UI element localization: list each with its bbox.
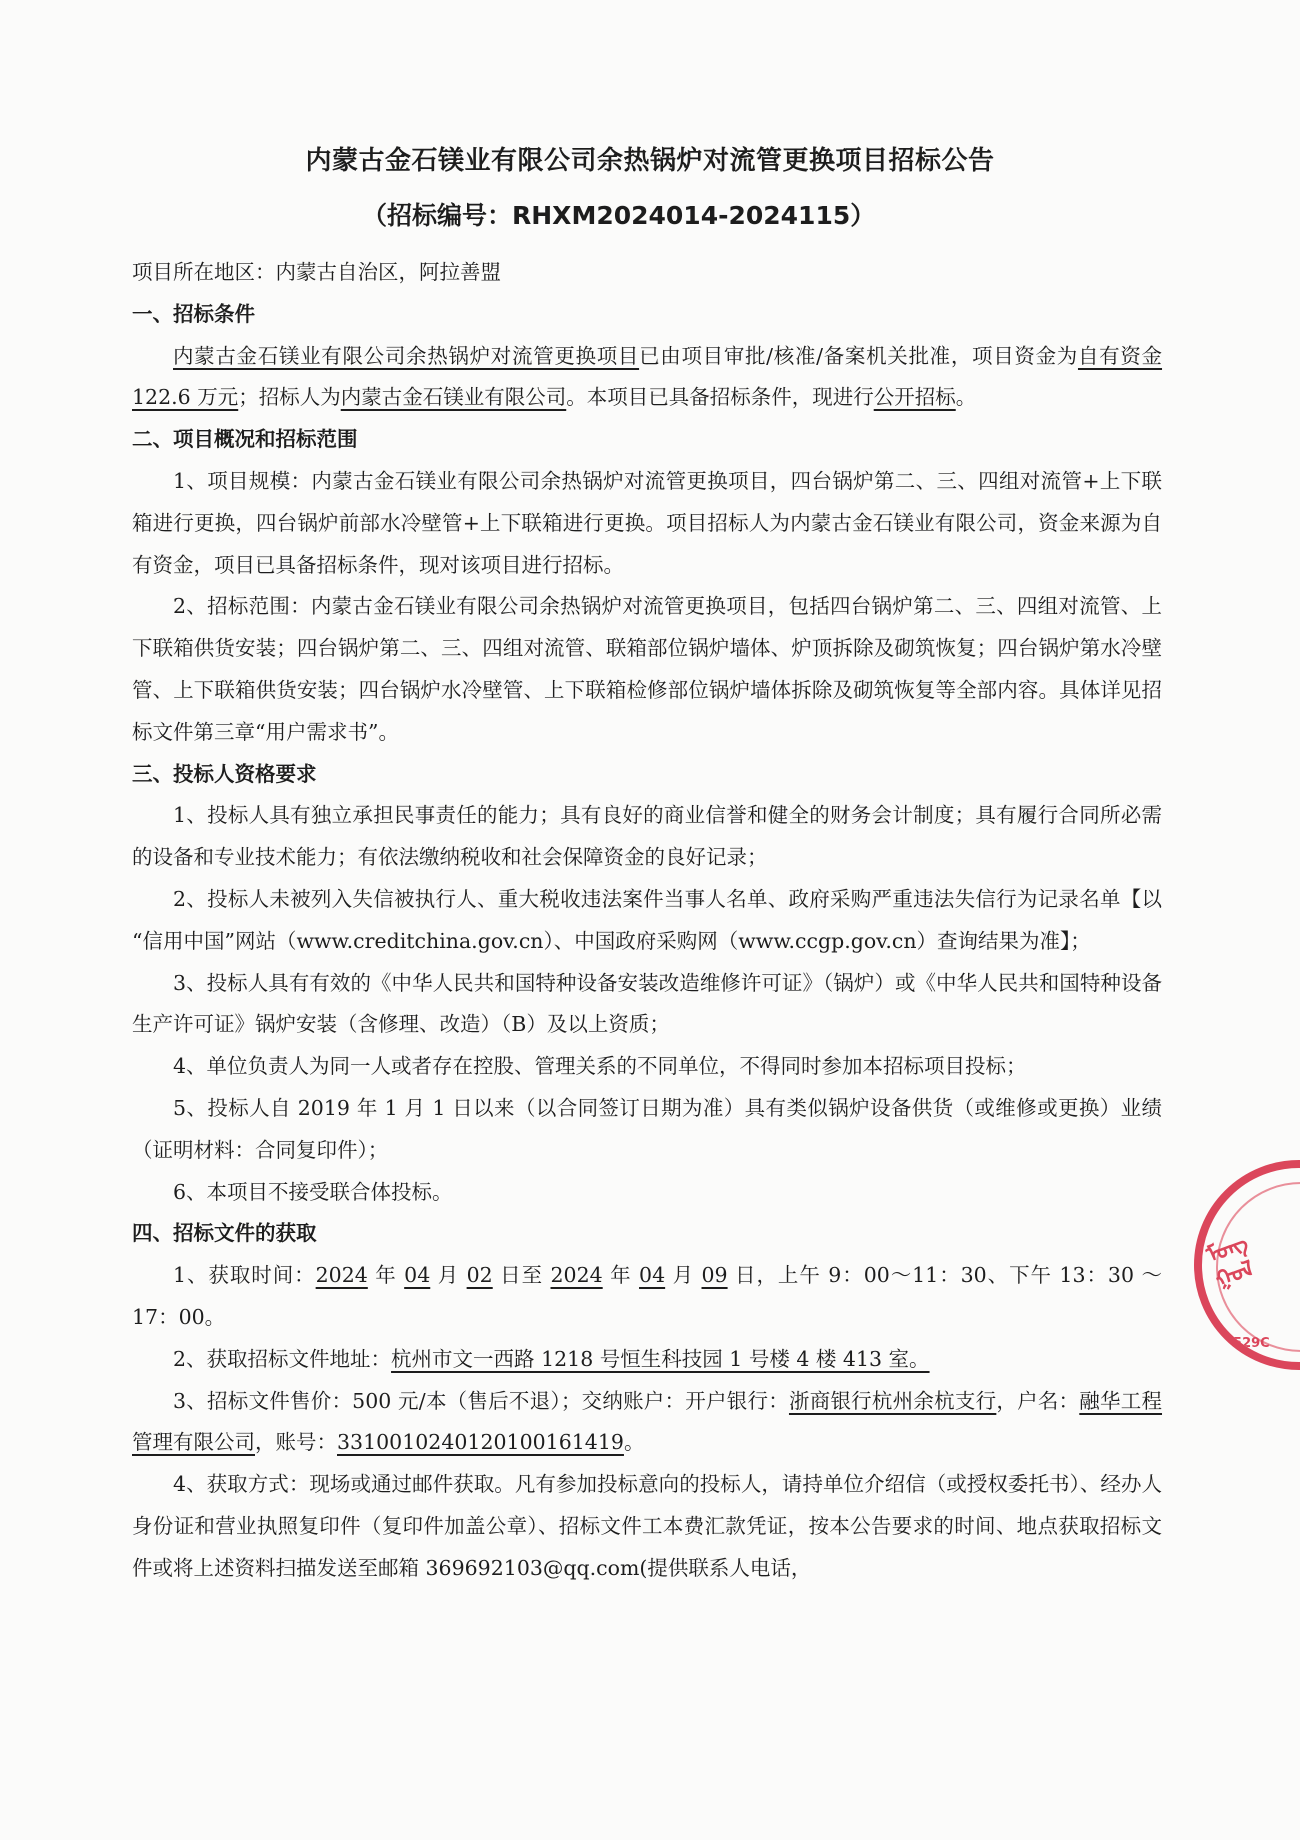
qualification-item-2: 2、投标人未被列入失信被执行人、重大税收违法案件当事人名单、政府采购严重违法失信行为记录名单【以 “信用中国”网站（www.creditchina.gov.cn）、中国政府采购网（www.ccgp.gov.cn）查询结果为准】； [132, 886, 1162, 953]
acquisition-address [132, 1339, 1162, 1381]
text-span: 。本项目已具备招标条件，现进行 [566, 385, 874, 410]
text-span: 年 [367, 1263, 405, 1288]
text-span: 2、获取招标文件地址： [173, 1346, 392, 1371]
underlined-year-end: 2024 [550, 1263, 603, 1288]
underlined-tenderer: 内蒙古金石镁业有限公司 [340, 385, 567, 410]
tender-number: （招标编号：RHXM2024014-2024115） [362, 201, 876, 230]
text-span: 。 [623, 1430, 645, 1455]
acquisition-method: 4、获取方式：现场或通过邮件获取。凡有参加投标意向的投标人，请持单位介绍信（或授权委托书）、经办人身份证和营业执照复印件（复印件加盖公章）、招标文件工本费汇款凭证，按本公告要求的时间、地点获取招标文件或将上述资料扫描发送至邮箱 369692103@qq.com(提供联系人电话， [132, 1472, 1162, 1580]
underlined-funding: 自有资金 122.6 万元 [132, 343, 1163, 410]
text-span: ；招标人为 [238, 385, 341, 410]
text-span: 月 [430, 1263, 467, 1288]
document-body [132, 252, 1162, 1590]
text-span: 3、招标文件售价：500 元/本（售后不退）；交纳账户：开户银行： [173, 1388, 789, 1413]
underlined-month-end: 04 [639, 1263, 666, 1288]
qualification-item-6: 6、本项目不接受联合体投标。 [173, 1179, 453, 1204]
qualification-item-1: 1、投标人具有独立承担民事责任的能力；具有良好的商业信誉和健全的财务会计制度；具有履行合同所必需的设备和专业技术能力；有依法缴纳税收和社会保障资金的良好记录； [132, 803, 1162, 870]
text-span: 。 [955, 385, 977, 410]
overview-paragraph-scope: 2、招标范围：内蒙古金石镁业有限公司余热锅炉对流管更换项目，包括四台锅炉第二、三、四组对流管、上下联箱供货安装；四台锅炉第二、三、四组对流管、联箱部位锅炉墙体、炉顶拆除及砌筑恢复；四台锅炉第水冷壁管、上下联箱供货安装；四台锅炉水冷壁管、上下联箱检修部位锅炉墙体拆除及砌筑恢复等全部内容。具体详见招标文件第三章“用户需求书”。 [132, 594, 1162, 744]
section-heading-acquisition: 四、招标文件的获取 [132, 1221, 317, 1246]
seal-number: 1529C [1224, 1336, 1270, 1351]
underlined-account-name: 融华工程管理有限公司 [132, 1388, 1163, 1455]
text-span: 已由项目审批/核准/备案机关批准，项目资金为 [639, 343, 1078, 368]
underlined-account-number: 3310010240120100161419 [337, 1430, 624, 1455]
qualification-item-5: 5、投标人自 2019 年 1 月 1 日以来（以合同签订日期为准）具有类似锅炉设备供货（或维修或更换）业绩（证明材料：合同复印件）； [132, 1095, 1162, 1162]
acquisition-time [132, 1255, 1162, 1339]
qualification-item-3: 3、投标人具有有效的《中华人民共和国特种设备安装改造维修许可证》（锅炉）或《中华人民共和国特种设备生产许可证》锅炉安装（含修理、改造）（B）及以上资质； [132, 970, 1162, 1037]
project-location: 项目所在地区：内蒙古自治区，阿拉善盟 [132, 260, 501, 284]
text-span: 年 [602, 1263, 640, 1288]
acquisition-price [132, 1381, 1162, 1465]
text-span: ，账号： [255, 1430, 337, 1455]
text-span: ，户名： [996, 1388, 1080, 1413]
conditions-paragraph [132, 336, 1162, 420]
section-heading-qualification: 三、投标人资格要求 [132, 761, 317, 786]
text-span: 日，上午 9：00～11：30、下午 13：30 ～17：00。 [132, 1263, 1162, 1329]
underlined-day-start: 02 [466, 1263, 493, 1288]
underlined-address: 杭州市文一西路 1218 号恒生科技园 1 号楼 4 楼 413 室。 [391, 1346, 930, 1371]
underlined-year-start: 2024 [315, 1263, 368, 1288]
underlined-tender-method: 公开招标 [873, 385, 956, 410]
text-span: 1、获取时间： [173, 1263, 316, 1288]
underlined-project-name: 内蒙古金石镁业有限公司余热锅炉对流管更换项目 [173, 343, 640, 368]
underlined-day-end: 09 [701, 1263, 728, 1288]
official-seal-stamp [1194, 1160, 1300, 1370]
section-heading-conditions: 一、招标条件 [132, 301, 255, 326]
section-heading-overview: 二、项目概况和招标范围 [132, 427, 358, 452]
overview-paragraph-scale: 1、项目规模：内蒙古金石镁业有限公司余热锅炉对流管更换项目，四台锅炉第二、三、四组对流管+上下联箱进行更换，四台锅炉前部水冷壁管+上下联箱进行更换。项目招标人为内蒙古金石镁业有限公司，资金来源为自有资金，项目已具备招标条件，现对该项目进行招标。 [132, 468, 1162, 577]
qualification-item-4: 4、单位负责人为同一人或者存在控股、管理关系的不同单位，不得同时参加本招标项目投标； [173, 1054, 1027, 1079]
text-span: 日至 [492, 1263, 551, 1288]
seal-mongolian-script: ᠮᠣᠩ ᠭᠣᠯ [1203, 1230, 1258, 1294]
underlined-bank: 浙商银行杭州余杭支行 [788, 1388, 997, 1413]
text-span: 月 [665, 1263, 702, 1288]
underlined-month-start: 04 [404, 1263, 431, 1288]
document-title: 内蒙古金石镁业有限公司余热锅炉对流管更换项目招标公告 [305, 146, 995, 176]
